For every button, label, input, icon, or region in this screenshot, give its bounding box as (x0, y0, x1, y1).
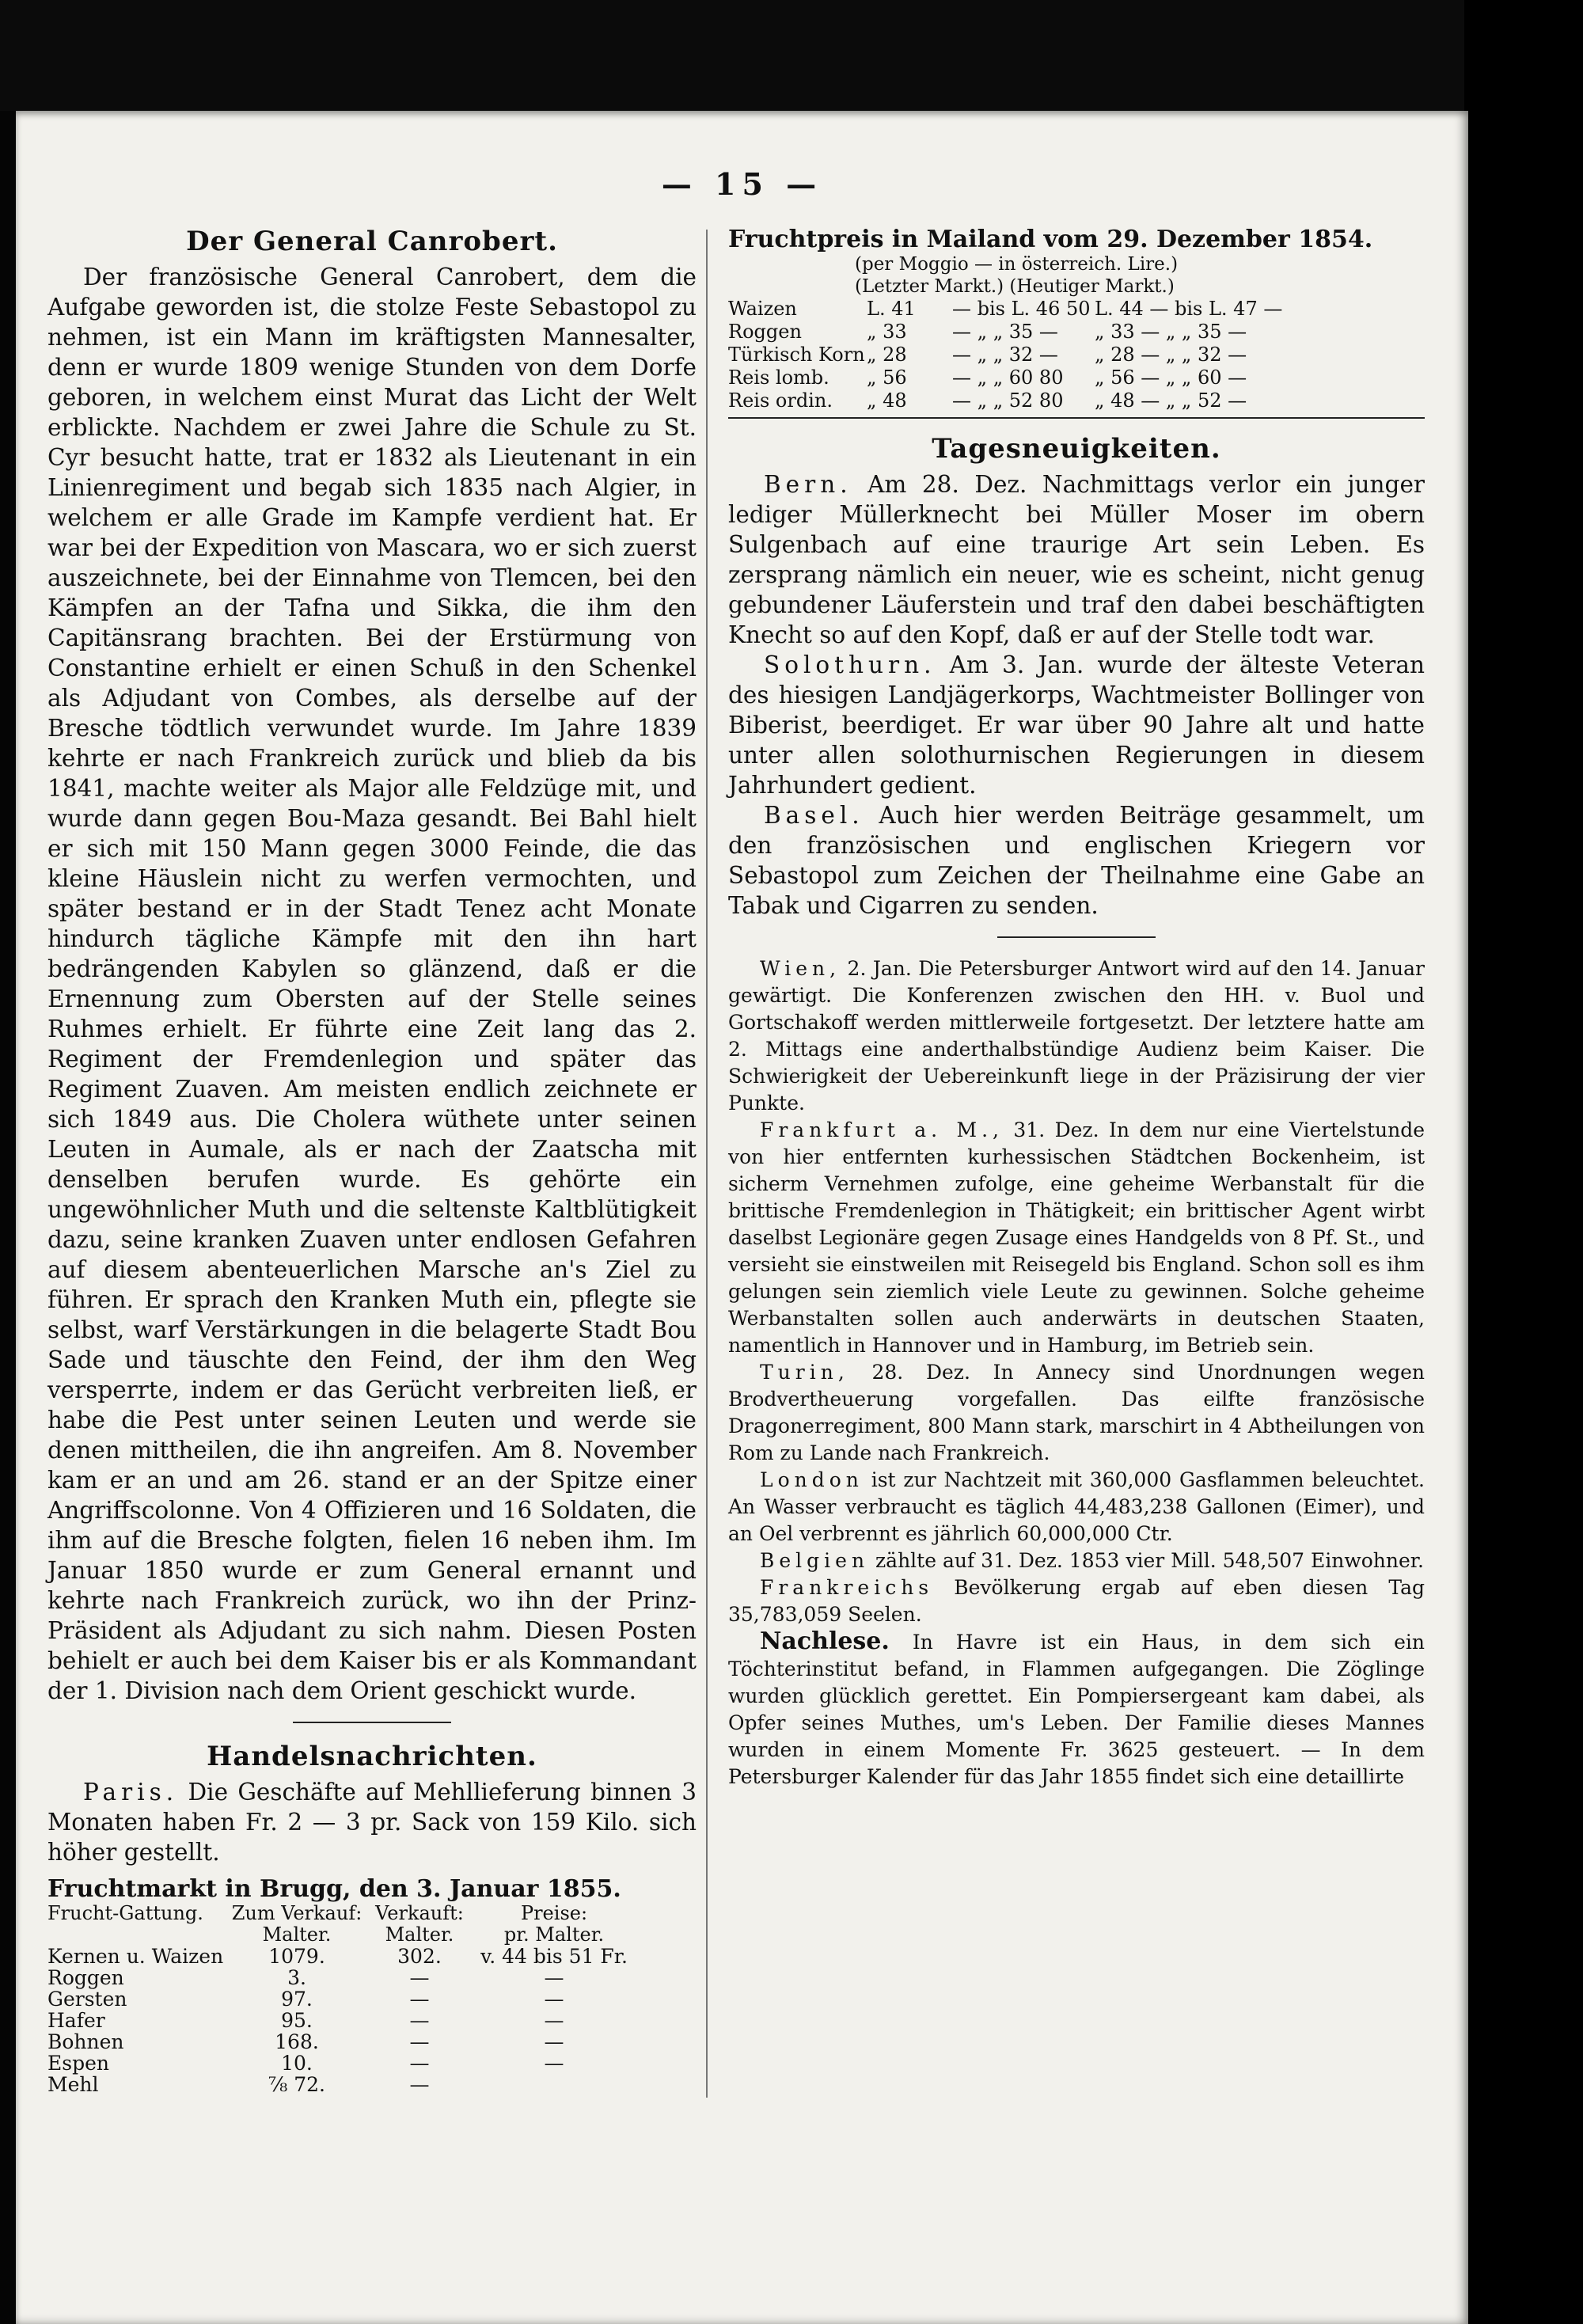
table-cell: — (409, 2030, 430, 2053)
section-separator (997, 936, 1156, 938)
scan-background-top (0, 0, 1583, 111)
table-cell: — (409, 1988, 430, 2011)
fruchtmarkt-table (47, 1903, 633, 2095)
dateline: Basel. (764, 802, 864, 829)
table-cell: L. 41 (867, 298, 916, 320)
table-cell: 3. (287, 1966, 306, 1989)
news-text: 31. Dez. In dem nur eine Viertelstunde von hier entfernten kurhessischen Städtchen Bockenheim, ist sicherm Vernehmen zufolge, eine geheime Werbanstalt für die brittische Fremdenlegion in Thätigkeit; ein brittischer Agent wirbt daselbst Legionäre gegen Zusage eines Handgelds von 8 Pf. St., und versieht sie einstweilen mit Reisegeld bis England. Schon soll es ihm gelungen sein ziemlich viele Leute zu gewinnen. Solche geheime Werbanstalten sollen auch anderwärts in deutschen Staaten, namentlich in Hannover und in Hamburg, im Betrieb sein. (728, 1118, 1425, 1357)
news-item-basel (728, 800, 1425, 921)
news-text: zählte auf 31. Dez. 1853 vier Mill. 548,507 Einwohner. (869, 1549, 1424, 1572)
section-title-tagesneuigkeiten: Tagesneuigkeiten. (932, 433, 1221, 465)
right-column (728, 226, 1425, 1790)
table-cell: „ 48 — „ „ 52 — (1095, 389, 1247, 412)
table-cell: Türkisch Korn (728, 344, 865, 366)
news-text: 2. Jan. Die Petersburger Antwort wird auf den 14. Januar gewärtigt. Die Konferenzen zwischen den HH. v. Buol und Gortschakoff werden mittlerweile fortgesetzt. Der letztere hatte am 2. Mittags eine anderthalbstündige Audienz beim Kaiser. Die Schwierigkeit der Uebereinkunft liege in der Präzisirung der vier Punkte. (728, 957, 1425, 1115)
table-cell: — (409, 1966, 430, 1989)
header-cell (47, 1924, 230, 1946)
table-cell: Hafer (47, 2009, 105, 2032)
table-cell: — (544, 1966, 564, 1989)
news-text: Am 3. Jan. wurde der älteste Veteran des hiesigen Landjägerkorps, Wachtmeister Bollinger von Biberist, beerdiget. Er war über 90 Jahre alt und hatte unter allen solothurnischen Regierungen in diesem Jahrhundert gedient. (728, 651, 1425, 799)
dateline: London (760, 1468, 864, 1491)
table-cell: 302. (397, 1945, 442, 1968)
table-row (728, 366, 1282, 389)
news-item-bern (728, 469, 1425, 650)
nachlese-title: Nachlese. (760, 1627, 890, 1655)
header-cell: Frucht-Gattung. (47, 1902, 203, 1924)
news-item-nachlese (728, 1628, 1425, 1790)
table-bottom-rule (728, 417, 1425, 419)
table-row (47, 1988, 633, 2010)
left-column (47, 226, 697, 2095)
header-cell: Verkauft: (375, 1902, 464, 1924)
table-cell: „ 48 (867, 389, 907, 412)
table-cell: Reis ordin. (728, 389, 833, 412)
table-cell: Bohnen (47, 2030, 124, 2053)
news-item-frankreich (728, 1574, 1425, 1628)
section-title-handel: Handelsnachrichten. (207, 1741, 537, 1772)
article-paris (47, 1777, 697, 1867)
header-cell: pr. Malter. (503, 1923, 605, 1946)
article-paris-text: Die Geschäfte auf Mehllieferung binnen 3 Monaten haben Fr. 2 — 3 pr. Sack von 159 Kilo. sich höher gestellt. (47, 1779, 697, 1866)
newspaper-page (16, 111, 1468, 2324)
table-row (47, 2074, 633, 2095)
news-text: Auch hier werden Beiträge gesammelt, um den französischen und englischen Kriegern vor Sebastopol zum Zeichen der Theilnahme eine Gabe an Tabak und Cigarren zu senden. (728, 802, 1425, 919)
table-cell: Roggen (728, 321, 802, 343)
table-cell: „ 28 — „ „ 32 — (1095, 344, 1247, 366)
dateline: Bern. (764, 471, 852, 498)
table-row (47, 2052, 633, 2074)
news-item-frankfurt (728, 1117, 1425, 1359)
news-item-solothurn (728, 650, 1425, 800)
header-cell: Malter. (262, 1923, 332, 1946)
table-cell: — bis L. 46 50 (952, 298, 1091, 320)
table-cell: — „ „ 60 80 (952, 366, 1064, 389)
fruchtpreis-unit-note: (per Moggio — in österreich. Lire.) (855, 254, 1179, 275)
table-cell: — „ „ 35 — (952, 321, 1058, 343)
table-cell: „ 56 — „ „ 60 — (1095, 366, 1247, 389)
news-text: In Havre ist ein Haus, in dem sich ein Töchterinstitut befand, in Flammen aufgegangen. Die Zöglinge wurden glücklich gerettet. Ein Pompiersergeant kam dabei, als Opfer seines Muthes, um's Leben. Der Familie dieses Mannes wurden in einem Momente Fr. 3625 gesteuert. — In dem Petersburger Kalender für das Jahr 1855 findet sich eine detaillirte (728, 1631, 1425, 1788)
table-row (47, 1946, 633, 1967)
dateline: Wien, (760, 957, 841, 980)
table-row (728, 321, 1282, 344)
table-cell: — (409, 2073, 430, 2096)
table-cell: v. 44 bis 51 Fr. (480, 1945, 628, 1968)
table-cell: — (409, 2009, 430, 2032)
news-item-belgien (728, 1547, 1425, 1574)
table-row (47, 1967, 633, 1988)
table-row (47, 2031, 633, 2052)
table-cell: „ 33 — „ „ 35 — (1095, 321, 1247, 343)
table-cell: 1079. (268, 1945, 325, 1968)
table-cell: Reis lomb. (728, 366, 829, 389)
table-row (728, 389, 1282, 412)
table-cell: — (409, 2052, 430, 2075)
table-cell: „ 56 (867, 366, 907, 389)
dateline-paris: Paris. (83, 1779, 179, 1806)
table-cell: — „ „ 32 — (952, 344, 1058, 366)
news-text: 28. Dez. In Annecy sind Unordnungen wegen Brodvertheuerung vorgefallen. Das eilfte französische Dragonerregiment, 800 Mann stark, marschirt in 4 Abtheilungen von Rom zu Lande nach Frankreich. (728, 1361, 1425, 1464)
table-cell: 97. (281, 1988, 313, 2011)
article-title-canrobert: Der General Canrobert. (186, 226, 558, 257)
table-cell: — (544, 2009, 564, 2032)
news-item-wien (728, 955, 1425, 1117)
table-cell: Kernen u. Waizen (47, 1945, 224, 1968)
header-cell: Zum Verkauf: (231, 1902, 363, 1924)
table-cell: — (544, 2052, 564, 2075)
dateline: Turin, (760, 1361, 849, 1384)
dateline: Solothurn. (764, 651, 936, 678)
table-cell: Roggen (47, 1966, 124, 1989)
table-cell: Espen (47, 2052, 109, 2075)
news-text: Am 28. Dez. Nachmittags verlor ein junger lediger Müllerknecht bei Müller Moser im obern Sulgenbach auf eine traurige Art sein Leben. Es zersprang nämlich ein neuer, wie es scheint, nicht genug gebundener Läuferstein und traf den dabei beschäftigten Knecht so auf den Kopf, daß er auf der Stelle todt war. (728, 471, 1425, 648)
table-cell: — (544, 2030, 564, 2053)
table-cell: Waizen (728, 298, 797, 320)
news-text: ist zur Nachtzeit mit 360,000 Gasflammen beleuchtet. An Wasser verbraucht es täglich 44,483,238 Gallonen (Eimer), und an Oel verbrennt es jährlich 60,000,000 Ctr. (728, 1468, 1425, 1545)
header-cell: Preise: (520, 1902, 588, 1924)
fruchtmarkt-title: Fruchtmarkt in Brugg, den 3. Januar 1855. (47, 1875, 621, 1903)
table-cell: 95. (281, 2009, 313, 2032)
column-divider (706, 230, 708, 2098)
table-cell: 10. (281, 2052, 313, 2075)
header-cell: Malter. (385, 1923, 454, 1946)
table-cell: „ 33 (867, 321, 907, 343)
table-row (728, 298, 1282, 321)
table-cell: 168. (275, 2030, 319, 2053)
page-number: — 15 — (661, 166, 823, 202)
news-text: Bevölkerung ergab auf eben diesen Tag 35,783,059 Seelen. (728, 1576, 1425, 1626)
news-item-turin (728, 1359, 1425, 1467)
fruchtmarkt-unit-row (47, 1924, 633, 1946)
fruchtmarkt-header-row (47, 1903, 633, 1924)
table-cell: — (544, 1988, 564, 2011)
fruchtpreis-market-note: (Letzter Markt.) (Heutiger Markt.) (855, 276, 1175, 297)
table-row (47, 2010, 633, 2031)
table-cell: „ 28 (867, 344, 907, 366)
table-cell: L. 44 — bis L. 47 — (1095, 298, 1283, 320)
dateline: Frankfurt a. M., (760, 1118, 1004, 1141)
fruchtpreis-table (728, 298, 1282, 412)
dateline: Frankreichs (760, 1576, 934, 1599)
section-separator (293, 1722, 451, 1723)
news-item-london (728, 1467, 1425, 1547)
table-cell: — „ „ 52 80 (952, 389, 1064, 412)
table-cell (475, 2074, 633, 2095)
scan-background-right (1464, 0, 1583, 2324)
dateline: Belgien (760, 1549, 870, 1572)
table-cell: Gersten (47, 1988, 127, 2011)
fruchtpreis-title: Fruchtpreis in Mailand vom 29. Dezember 1854. (728, 226, 1373, 253)
table-row (728, 344, 1282, 366)
table-cell: ⅞ 72. (268, 2073, 325, 2096)
table-cell: Mehl (47, 2073, 99, 2096)
article-body-canrobert: Der französische General Canrobert, dem die Aufgabe geworden ist, die stolze Feste Sebastopol zu nehmen, ist ein Mann im kräftigsten Mannesalter, denn er wurde 1809 wenige Stunden von dem Dorfe geboren, in welchem einst Murat das Licht der Welt erblickte. Nachdem er zwei Jahre die Schule zu St. Cyr besucht hatte, trat er 1832 als Lieutenant in ein Linienregiment und begab sich 1835 nach Algier, in welchem er alle Grade im Kampfe verdient hat. Er war bei der Expedition von Mascara, wo er sich zuerst auszeichnete, bei der Einnahme von Tlemcen, bei den Kämpfen an der Tafna und Sikka, die ihm den Capitänsrang brachten. Bei der Erstürmung von Constantine erhielt er einen Schuß in den Schenkel als Adjudant von Combes, als derselbe auf der Bresche tödtlich verwundet wurde. Im Jahre 1839 kehrte er nach Frankreich zurück und blieb da bis 1841, machte weiter als Major alle Feldzüge mit, und wurde dann gegen Bou-Maza gesandt. Bei Bahl hielt er sich mit 150 Mann gegen 3000 Feinde, die das kleine Häuslein nicht zu werfen vermochten, und später bestand er in der Stadt Tenez acht Monate hindurch tägliche Kämpfe mit den ihn hart bedrängenden Kabylen so glänzend, daß er die Ernennung zum Obersten auf der Stelle seines Ruhmes erhielt. Er führte eine Zeit lang das 2. Regiment der Fremdenlegion und später das Regiment Zuaven. Am meisten endlich zeichnete er sich 1849 aus. Die Cholera wüthete unter seinen Leuten in Aumale, als er nach der Zaatscha mit denselben berufen wurde. Es gehörte ein ungewöhnlicher Muth und die seltenste Kaltblütigkeit dazu, seine kranken Zuaven unter endlosen Gefahren auf diesem abenteuerlichen Marsche an's Ziel zu führen. Er sprach den Kranken Muth ein, pflegte sie selbst, warf Verstärkungen in die belagerte Stadt Bou Sade und täuschte den Feind, der ihm den Weg versperrte, indem er das Gerücht verbreiten ließ, er habe die Pest unter seinen Leuten und werde sie denen mittheilen, die ihn angreifen. Am 8. November kam er an und am 26. stand er an der Spitze einer Angriffscolonne. Von 4 Offizieren und 16 Soldaten, die ihm auf die Bresche folgten, fielen 16 neben ihm. Im Januar 1850 wurde er zum General ernannt und kehrte nach Frankreich zurück, wo ihn der Prinz-Präsident als Adjudant zu sich nahm. Diesen Posten behielt er auch bei dem Kaiser bis er als Kommandant der 1. Division nach dem Orient geschickt wurde. (47, 264, 697, 1704)
